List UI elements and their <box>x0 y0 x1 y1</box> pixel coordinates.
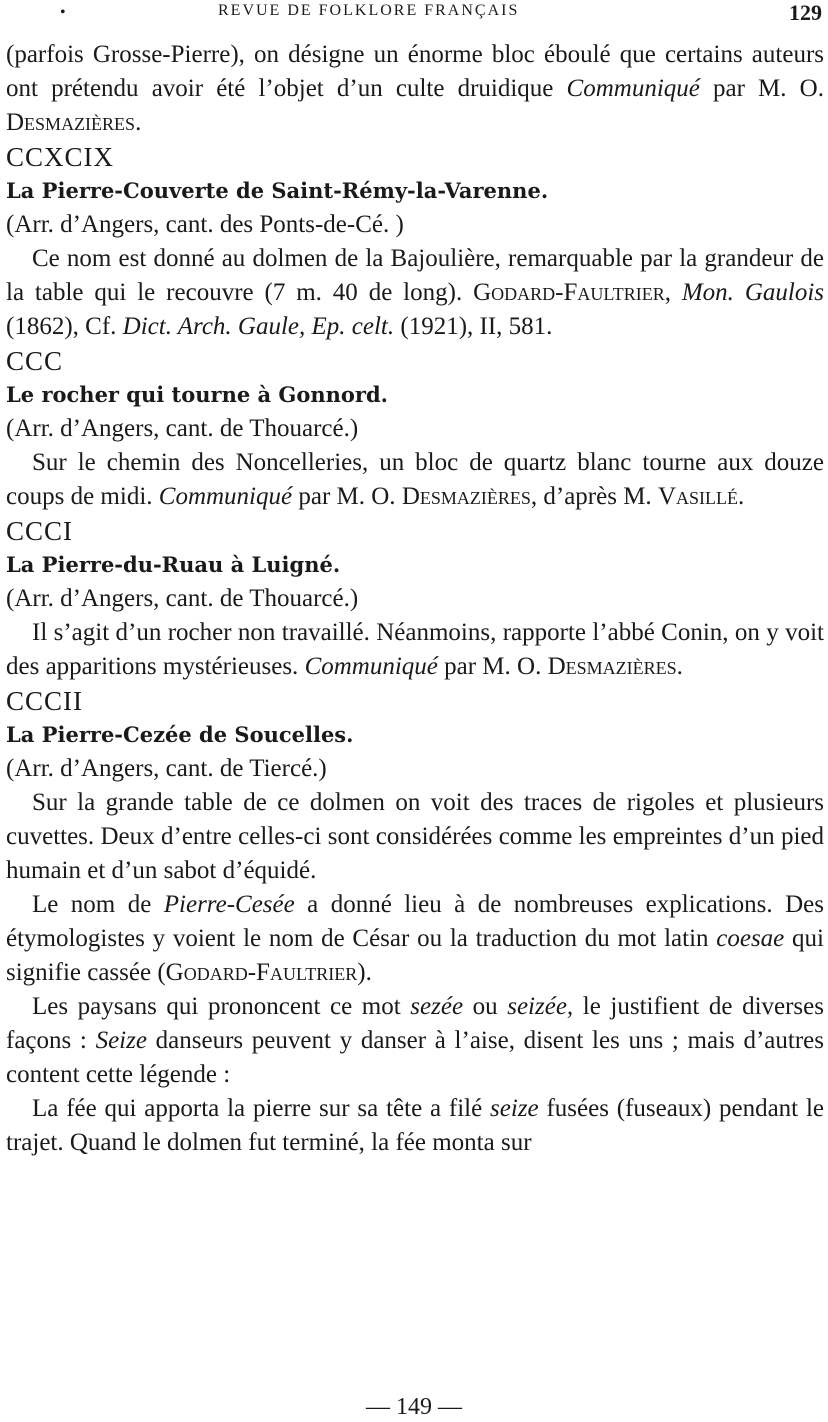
s302-p2d: ). <box>357 959 372 986</box>
s301-communique: Communiqué <box>304 653 438 680</box>
s300-end: . <box>737 483 745 510</box>
s302-p4w: seize <box>490 1095 539 1122</box>
s302-p2author: Godard-Faultrier <box>165 959 358 986</box>
section-302-title: La Pierre-Cezée de Soucelles. <box>6 722 354 747</box>
s299-author: Godard-Faultrier <box>473 279 665 306</box>
s300-text2: , d’après M. <box>530 483 658 510</box>
s301-author: Desmazières <box>547 653 677 680</box>
s301-par: par M. O. <box>437 653 548 680</box>
s300-par: par M. O. <box>292 483 402 510</box>
section-302-paragraph-4 <box>6 1092 824 1160</box>
section-302-paragraph-3 <box>6 990 824 1092</box>
section-300-paragraph <box>6 446 824 514</box>
s302-p2a: Le nom de <box>32 891 164 918</box>
s299-text3: (1921), II, 581. <box>394 313 553 340</box>
s302-p2word: coesae <box>716 925 785 952</box>
section-301-numeral: CCCI <box>6 516 74 546</box>
s302-p3b: ou <box>463 993 508 1020</box>
section-300-numeral: CCC <box>6 346 64 376</box>
intro-par: par M. O. <box>699 75 824 102</box>
s302-p3a: Les paysans qui prononcent ce mot <box>32 993 411 1020</box>
journal-title: REVUE DE FOLKLORE FRANÇAIS <box>218 2 520 19</box>
intro-text: (parfois Grosse-Pierre), on désigne un énorme bloc éboulé que certains auteurs ont prétendu avoir été l’objet d’un culte druidique <box>6 41 824 102</box>
s302-p3w3: Seize <box>95 1027 147 1054</box>
s302-p2b: a donné lieu à de nombreuses explications. Des étymologistes y voient le nom de César ou la traduction du mot latin <box>6 891 824 952</box>
header-dot: • <box>60 4 66 21</box>
section-300-title: Le rocher qui tourne à Gonnord. <box>6 382 388 407</box>
s299-text1: Ce nom est donné au dolmen de la Bajoulière, remarquable par la grandeur de la table qui le recouvre (7 m. 40 de long). <box>6 245 824 306</box>
section-302-numeral: CCCII <box>6 686 84 716</box>
page-folio: — 149 — <box>366 1394 462 1420</box>
section-299-paragraph <box>6 242 824 344</box>
section-299-title: La Pierre-Couverte de Saint-Rémy-la-Varenne. <box>6 178 549 203</box>
s299-sep1: , <box>664 279 682 306</box>
intro-paragraph <box>6 38 824 140</box>
s301-text1: Il s’agit d’un rocher non travaillé. Néanmoins, rapporte l’abbé Conin, on y voit des apparitions mystérieuses. <box>6 619 824 680</box>
s300-text1: Sur le chemin des Noncelleries, un bloc de quartz blanc tourne aux douze coups de midi. <box>6 449 824 510</box>
s299-work1: Mon. Gaulois <box>681 279 824 306</box>
s302-p4a: La fée qui apporta la pierre sur sa tête a filé <box>32 1095 491 1122</box>
s302-p3w1: sezée <box>410 993 464 1020</box>
section-300-location: (Arr. d’Angers, cant. de Thouarcé.) <box>6 415 359 442</box>
s302-p2c: qui signifie cassée ( <box>6 925 824 986</box>
running-header <box>0 2 828 26</box>
section-301-title: La Pierre-du-Ruau à Luigné. <box>6 552 341 577</box>
s300-author2: Vasillé <box>657 483 738 510</box>
s300-communique: Communiqué <box>158 483 293 510</box>
s300-author: Desmazières <box>401 483 531 510</box>
page-body <box>6 38 824 1160</box>
s301-end: . <box>676 653 683 680</box>
s302-p3w2: seizée, <box>507 993 574 1020</box>
section-301-location: (Arr. d’Angers, cant. de Thouarcé.) <box>6 585 359 612</box>
header-page-number: 129 <box>789 0 822 25</box>
s299-work2: Dict. Arch. Gaule, Ep. celt. <box>122 313 395 340</box>
s299-text2: (1862), Cf. <box>6 313 123 340</box>
intro-author: Desmazières <box>6 109 136 136</box>
section-301-paragraph <box>6 616 824 684</box>
s302-p3c: le justifient de diverses façons : <box>6 993 824 1054</box>
s302-p2name: Pierre-Cesée <box>163 891 295 918</box>
section-302-paragraph-2 <box>6 888 824 990</box>
section-302-location: (Arr. d’Angers, cant. de Tiercé.) <box>6 755 327 782</box>
section-302-paragraph-1: Sur la grande table de ce dolmen on voit des traces de rigoles et plusieurs cuvettes. Deux d’entre celles-ci sont considérées comme les empreintes d’un pied humain et d’un sabot d’équidé. <box>6 789 824 884</box>
intro-end: . <box>135 109 142 136</box>
s302-p4b: fusées (fuseaux) pendant le trajet. Quand le dolmen fut terminé, la fée monta sur <box>6 1095 824 1156</box>
intro-communique: Communiqué <box>566 75 700 102</box>
section-299-location: (Arr. d’Angers, cant. des Ponts-de-Cé. ) <box>6 211 404 238</box>
section-299-numeral: CCXCIX <box>6 142 115 172</box>
s302-p3d: danseurs peuvent y danser à l’aise, disent les uns ; mais d’autres content cette légende : <box>6 1027 824 1088</box>
